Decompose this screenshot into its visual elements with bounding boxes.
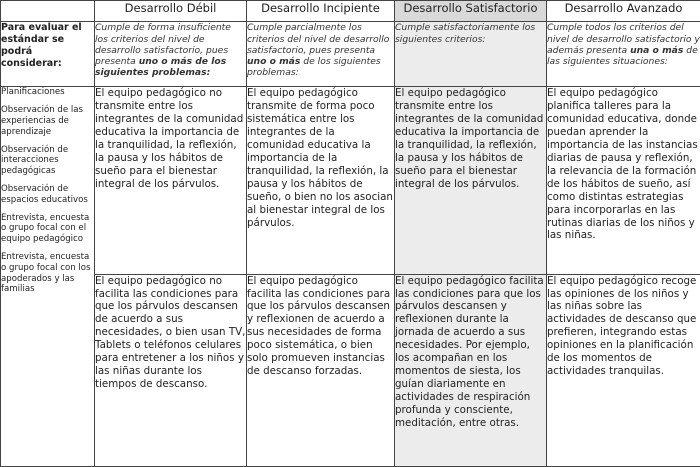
evaluation-label: Para evaluar el estándar se podrá considerar: — [1, 22, 95, 87]
evidence-item: Observación de interacciones pedagógicas — [1, 144, 69, 177]
criteria-debil: Cumple de forma insuficiente los criterios del nivel de desarrollo satisfactorio, pues presenta uno o más de los siguientes problemas: — [95, 22, 247, 87]
evidence-list — [1, 87, 95, 467]
evidence-item: Observación de espacios educativos — [1, 184, 88, 205]
criteria-row — [1, 22, 700, 87]
criteria-avanzado: Cumple todos los criterios del nivel de desarrollo satisfactorio y además presenta una o más de las siguientes situaciones: — [547, 22, 700, 87]
cell-avanzado: El equipo pedagógico planifica talleres para la comunidad educativa, donde puedan aprender la importancia de las instancias diarias de pausa y reflexión, la relevancia de la formación de los hábitos de sueño, así como distintas estrategias para incorporarlas en las rutinas diarias de los niños y las niñas. — [547, 87, 700, 274]
cell-satisfactorio: El equipo pedagógico transmite entre los integrantes de la comunidad educativa la importancia de la tranquilidad, la reflexión, la pausa y los hábitos de sueño para el bienestar integral de los párvulos. — [395, 87, 547, 274]
cell-satisfactorio: El equipo pedagógico facilita las condiciones para que los párvulos descansen y reflexionen durante la jornada de acuerdo a sus necesidades. Por ejemplo, los acompañan en los momentos de siesta, los guían diariamente en actividades de respiración profunda y consciente, meditación, entre otras. — [395, 274, 547, 466]
header-desarrollo-avanzado: Desarrollo Avanzado — [547, 1, 700, 22]
header-corner — [1, 1, 95, 22]
cell-incipiente: El equipo pedagógico facilita las condiciones para que los párvulos descansen y reflexionen de acuerdo a sus necesidades de forma poco sistemática, o bien solo promueven instancias de descanso forzadas. — [247, 274, 395, 466]
evidence-item: Planificaciones — [1, 87, 65, 98]
cell-avanzado: El equipo pedagógico recoge las opiniones de los niños y las niñas sobre las actividades de descanso que prefieren, integrando estas opiniones en la planificación de los momentos de actividades tranquilas. — [547, 274, 700, 466]
criteria-satisfactorio: Cumple satisfactoriamente los siguientes criterios: — [395, 22, 547, 87]
evidence-item: Observación de las experiencias de aprendizaje — [1, 105, 84, 137]
cell-incipiente: El equipo pedagógico transmite de forma poco sistemática entre los integrantes de la comunidad educativa la importancia de la tranquilidad, la reflexión, la pausa y los hábitos de sueño, o bien no los asocian al bienestar integral de los párvulos. — [247, 87, 395, 274]
criteria-incipiente: Cumple parcialmente los criterios del nivel de desarrollo satisfactorio, pues presenta uno o más de los siguientes problemas: — [247, 22, 395, 87]
cell-debil: El equipo pedagógico no transmite entre los integrantes de la comunidad educativa la importancia de la tranquilidad, la reflexión, la pausa y los hábitos de sueño para el bienestar integral de los párvulos. — [95, 87, 247, 274]
indicator-row — [1, 274, 700, 466]
indicator-row — [1, 87, 700, 274]
header-desarrollo-incipiente: Desarrollo Incipiente — [247, 1, 395, 22]
evidence-item: Entrevista, encuesta o grupo focal con los apoderados y las familias — [1, 252, 91, 295]
cell-debil: El equipo pedagógico no facilita las condiciones para que los párvulos descansen de acuerdo a sus necesidades, o bien usan TV, Tablets o teléfonos celulares para entretener a los niños y las niñas durante los tiempos de descanso. — [95, 274, 247, 466]
header-desarrollo-debil: Desarrollo Débil — [95, 1, 247, 22]
header-desarrollo-satisfactorio: Desarrollo Satisfactorio — [395, 1, 547, 22]
header-row — [1, 1, 700, 22]
evidence-item: Entrevista, encuesta o grupo focal con el equipo pedagógico — [1, 212, 90, 245]
